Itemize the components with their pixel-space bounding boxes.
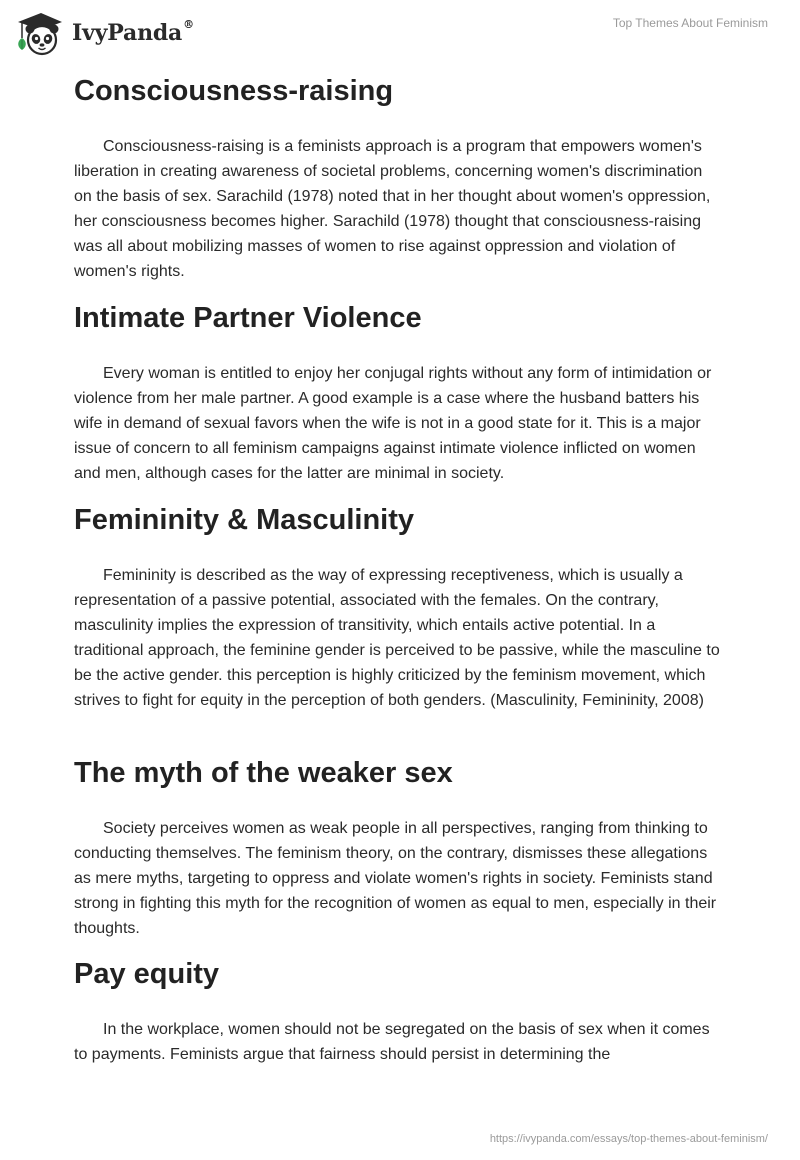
panda-graduate-icon [14,10,64,56]
section-myth-weaker-sex [74,754,724,941]
ivypanda-logo[interactable] [14,8,194,58]
section-paragraph: Consciousness-raising is a feminists approach is a program that empowers women's liberation in creating awareness of societal problems, concerning women's discrimination on the basis of sex. Sarachild (1978) noted that in her thought about women's oppression, her consciousness becomes higher. Sarachild (1978) thought that consciousness-raising was all about mobilizing masses of women to rise against oppression and violation of women's rights. [74,138,711,280]
section-paragraph: Femininity is described as the way of expressing receptiveness, which is usually a representation of a passive potential, associated with the females. On the contrary, masculinity implies the expression of transitivity, which entails active potential. In a traditional approach, the feminine gender is perceived to be passive, while the masculine to be the active gender. this perception is highly criticized by the feminism movement, which strives to fight for equity in the perception of both genders. (Masculinity, Femininity, 2008) [74,567,720,709]
section-intimate-partner-violence [74,299,724,486]
section-heading: Pay equity [74,958,220,990]
section-heading: The myth of the weaker sex [74,757,453,789]
section-paragraph: In the workplace, women should not be segregated on the basis of sex when it comes to payments. Feminists argue that fairness should persist in determining the [74,1021,710,1063]
section-femininity-masculinity [74,501,724,713]
section-heading: Consciousness-raising [74,75,394,107]
section-pay-equity [74,955,724,1067]
section-consciousness-raising [74,72,724,284]
page-header [0,0,800,70]
logo-wordmark: IvyPanda® [72,18,194,46]
source-url[interactable]: https://ivypanda.com/essays/top-themes-about-feminism/ [489,1133,768,1145]
section-paragraph: Society perceives women as weak people in all perspectives, ranging from thinking to conducting themselves. The feminism theory, on the contrary, dismisses these allegations as mere myths, targeting to oppress and violate women's rights in society. Feminists stand strong in fighting this myth for the recognition of women as equal to men, especially in their thoughts. [74,820,717,937]
section-heading: Intimate Partner Violence [74,302,422,334]
section-heading: Femininity & Masculinity [74,504,414,536]
section-paragraph: Every woman is entitled to enjoy her conjugal rights without any form of intimidation or violence from her male partner. A good example is a case where the husband batters his wife in demand of sexual favors when the wife is not in a good state for it. This is a major issue of concern to all feminism campaigns against intimate violence inflicted on women and men, although cases for the latter are minimal in society. [74,365,712,482]
document-title: Top Themes About Feminism [612,16,768,30]
